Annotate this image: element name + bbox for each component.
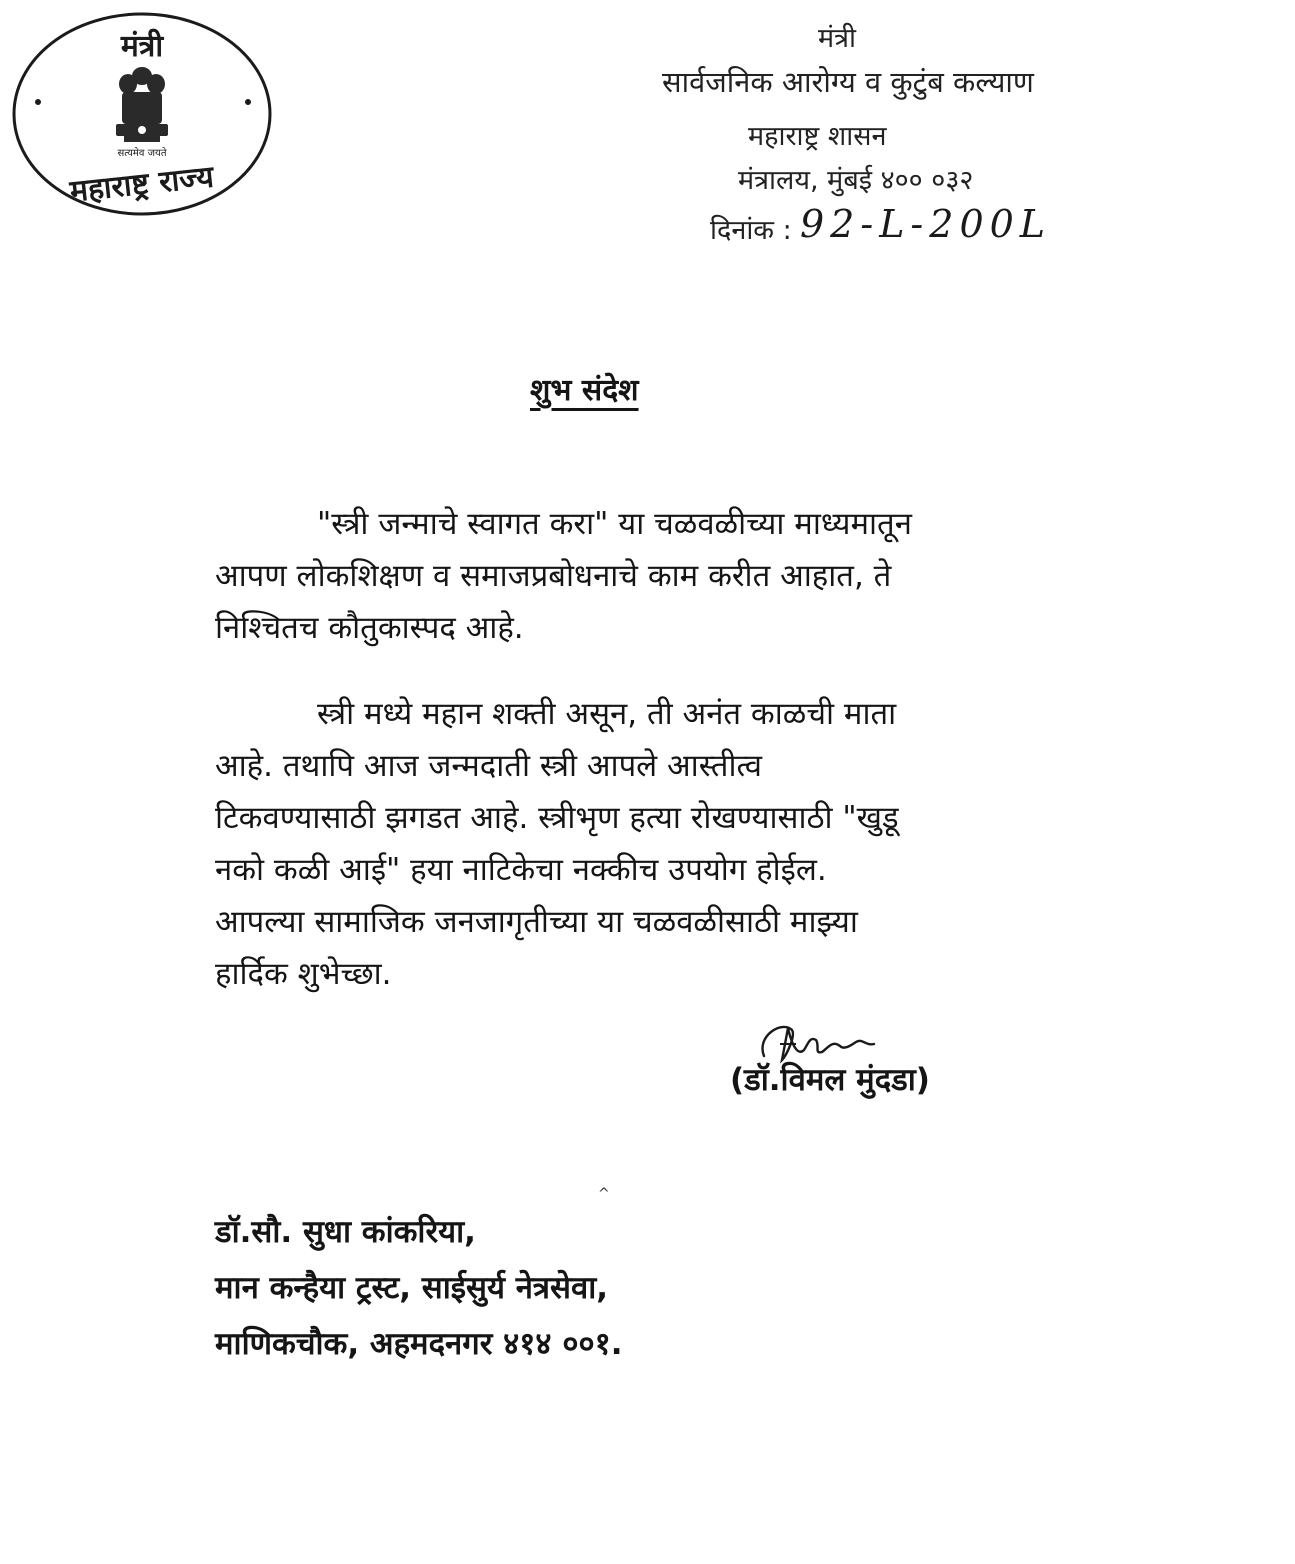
letter-heading: शुभ संदेश <box>530 373 639 408</box>
paragraph-line: निश्चितच कौतुकास्पद आहे. <box>215 610 524 646</box>
letterhead-title: मंत्री <box>818 23 857 54</box>
seal-motto: सत्यमेव जयते <box>117 148 167 159</box>
addressee-line: डॉ.सौ. सुधा कांकरिया, <box>215 1214 476 1250</box>
signatory-name: (डॉ.विमल मुंदडा) <box>730 1062 930 1098</box>
paragraph-line: नको कळी आई" हया नाटिकेचा नक्कीच उपयोग होईल. <box>215 852 827 888</box>
letterhead-government: महाराष्ट्र शासन <box>748 121 887 152</box>
national-emblem-icon <box>116 67 168 142</box>
paragraph-line: हार्दिक शुभेच्छा. <box>215 956 392 992</box>
date-value: 92-L-200L <box>800 202 1052 246</box>
paragraph-line: आपण लोकशिक्षण व समाजप्रबोधनाचे काम करीत आहात, ते <box>215 558 892 594</box>
seal-bottom-text: महाराष्ट्र राज्य <box>68 159 216 210</box>
seal-top-text: मंत्री <box>120 29 164 64</box>
letterhead-department: सार्वजनिक आरोग्य व कुटुंब कल्याण <box>662 65 1034 99</box>
addressee-block <box>215 1204 622 1372</box>
scan-speck: ^ <box>598 1186 610 1202</box>
paragraph-1 <box>215 498 995 654</box>
paragraph-line: आपल्या सामाजिक जनजागृतीच्या या चळवळीसाठी माझ्या <box>215 904 858 940</box>
paragraph-2 <box>215 688 995 1000</box>
paragraph-line: स्त्री मध्ये महान शक्ती असून, ती अनंत काळची माता <box>317 696 897 732</box>
addressee-line: माणिकचौक, अहमदनगर ४१४ ००१. <box>215 1326 623 1362</box>
letterhead-address: मंत्रालय, मुंबई ४०० ०३२ <box>738 165 974 196</box>
paragraph-line: आहे. तथापि आज जन्मदाती स्त्री आपले आस्तीत्व <box>215 748 762 784</box>
ministry-seal <box>8 6 276 222</box>
paragraph-line: "स्त्री जन्माचे स्वागत करा" या चळवळीच्या माध्यमातून <box>317 506 912 542</box>
paragraph-line: टिकवण्यासाठी झगडत आहे. स्त्रीभृण हत्या रोखण्यासाठी "खुडू <box>215 800 899 836</box>
addressee-line: मान कन्हैया ट्रस्ट, साईसुर्य नेत्रसेवा, <box>215 1270 609 1306</box>
date-label: दिनांक : <box>710 215 792 246</box>
